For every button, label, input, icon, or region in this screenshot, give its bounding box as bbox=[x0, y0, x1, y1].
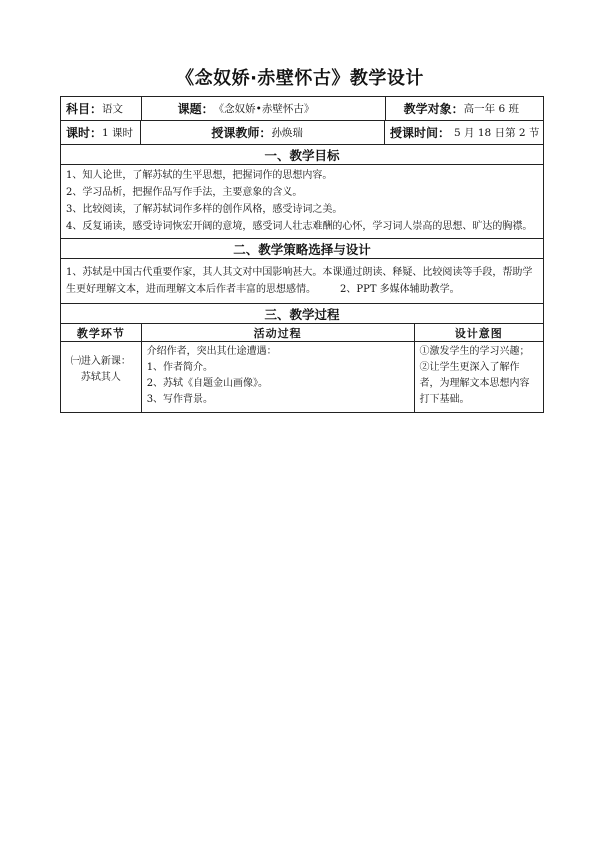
topic-cell bbox=[141, 97, 385, 120]
section-objectives-body-row bbox=[61, 165, 543, 239]
lesson-plan-table bbox=[60, 96, 544, 413]
objective-item: 3、比较阅读，了解苏轼词作多样的创作风格，感受诗词之美。 bbox=[66, 204, 343, 215]
teacher-label: 授课教师： bbox=[211, 126, 272, 140]
objectives-list bbox=[61, 165, 543, 238]
objective-item: 4、反复诵读，感受诗词恢宏开阔的意境，感受词人壮志难酬的心怀，学习词人崇高的思想、旷达的胸襟。 bbox=[66, 221, 533, 232]
activity-line: 3、写作背景。 bbox=[146, 394, 214, 405]
hours-value: 1 课时 bbox=[102, 127, 134, 139]
time-label: 授课时间： bbox=[390, 126, 451, 140]
teacher-cell bbox=[140, 121, 384, 144]
section-strategy-heading-row bbox=[61, 239, 543, 259]
process-column-header-row bbox=[61, 324, 543, 342]
info-row-2 bbox=[61, 121, 543, 145]
strategy-text bbox=[61, 259, 543, 303]
audience-label: 教学对象： bbox=[403, 102, 464, 116]
subject-label: 科目： bbox=[66, 102, 103, 116]
strategy-paragraph-2: 2、PPT 多媒体辅助教学。 bbox=[340, 284, 460, 295]
section-objectives-heading-row bbox=[61, 145, 543, 165]
activity-line: 1、作者简介。 bbox=[146, 362, 214, 373]
intent-line: ②让学生更深入了解作者，为理解文本思想内容打下基础。 bbox=[419, 362, 530, 405]
subject-cell bbox=[61, 97, 141, 120]
time-cell bbox=[384, 121, 543, 144]
subject-value: 语文 bbox=[102, 103, 124, 115]
column-header-stage: 教学环节 bbox=[76, 326, 125, 340]
document-title: 《念奴娇·赤壁怀古》教学设计 bbox=[176, 68, 424, 89]
info-row-1 bbox=[61, 97, 543, 121]
section-strategy-heading: 二、教学策略选择与设计 bbox=[233, 241, 371, 257]
column-header-activity: 活动过程 bbox=[141, 324, 414, 341]
audience-cell bbox=[385, 97, 543, 120]
section-process-heading-row bbox=[61, 304, 543, 324]
section-objectives-heading: 一、教学目标 bbox=[264, 147, 340, 163]
audience-value: 高一年 6 班 bbox=[463, 103, 520, 115]
time-value: 5 月 18 日第 2 节 bbox=[454, 127, 540, 139]
stage-cell bbox=[61, 342, 141, 412]
topic-value: 《念奴娇•赤壁怀古》 bbox=[213, 103, 315, 115]
activity-line: 介绍作者，突出其仕途遭遇： bbox=[146, 346, 277, 357]
hours-label: 课时： bbox=[66, 126, 103, 140]
section-process-heading: 三、教学过程 bbox=[264, 306, 340, 322]
intent-cell bbox=[414, 342, 543, 412]
table-row bbox=[61, 342, 543, 412]
intent-line: ①激发学生的学习兴趣； bbox=[419, 346, 530, 357]
objective-item: 2、学习品析，把握作品写作手法，主要意象的含义。 bbox=[66, 187, 303, 198]
objective-item: 1、知人论世，了解苏轼的生平思想，把握词作的思想内容。 bbox=[66, 170, 333, 181]
activity-cell bbox=[141, 342, 414, 412]
topic-label: 课题： bbox=[177, 102, 214, 116]
activity-line: 2、苏轼《自题金山画像》。 bbox=[146, 378, 269, 389]
section-strategy-body-row bbox=[61, 259, 543, 304]
strategy-paragraph: 1、苏轼是中国古代重要作家，其人其文对中国影响甚大。本课通过朗读、释疑、比较阅读等手段，帮助学生更好理解文本，进而理解文本后作者丰富的思想感情。 bbox=[66, 267, 533, 295]
column-header-intent: 设计意图 bbox=[414, 324, 543, 341]
stage-line: ㈠进入新课： bbox=[70, 356, 131, 367]
stage-line: 苏轼其人 bbox=[80, 372, 121, 383]
hours-cell bbox=[61, 121, 140, 144]
teacher-value: 孙焕瑞 bbox=[271, 127, 303, 139]
